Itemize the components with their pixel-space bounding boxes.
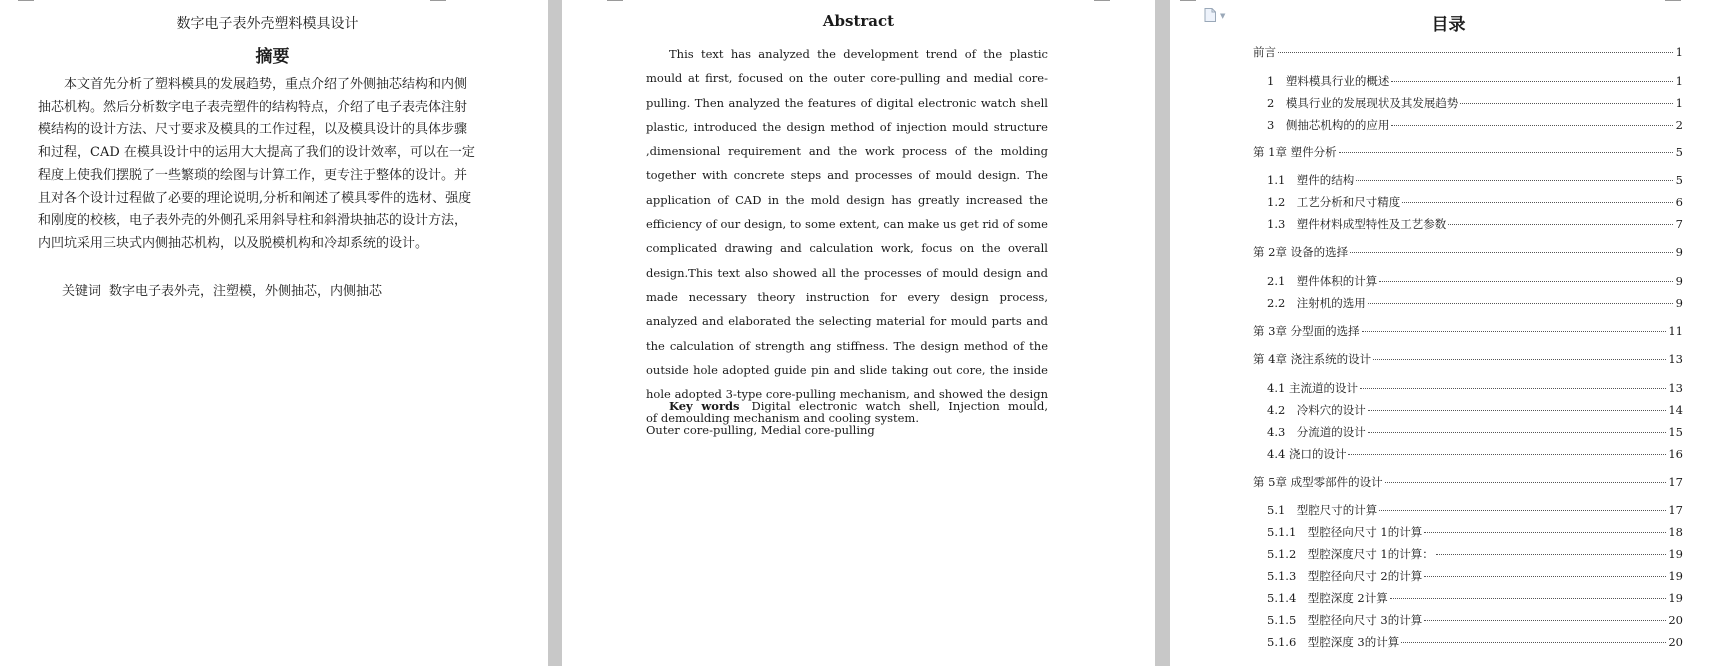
toc-entry-page: 2 (1675, 118, 1683, 132)
toc-leader-dots (1348, 454, 1666, 455)
page-abstract-en (562, 0, 1155, 666)
page-corner-mark (430, 0, 446, 1)
toc-entry-page: 17 (1668, 503, 1683, 517)
toc-entry[interactable] (1267, 591, 1683, 606)
toc-entry-page: 1 (1675, 74, 1683, 88)
toc-entry-page: 9 (1675, 245, 1683, 259)
toc-entry-label: 1 塑料模具行业的概述 (1267, 74, 1390, 88)
page-toc (1170, 0, 1727, 666)
toc-entry[interactable] (1253, 145, 1683, 160)
toc-entry-page: 17 (1668, 475, 1683, 489)
keywords-label-en: Key words (669, 399, 740, 413)
toc-leader-dots (1373, 359, 1666, 360)
toc-entry[interactable] (1253, 324, 1683, 339)
toc-leader-dots (1460, 103, 1673, 104)
toc-entry-label: 第 4章 浇注系统的设计 (1253, 352, 1372, 366)
toc-entry-page: 18 (1668, 525, 1683, 539)
toc-entry[interactable] (1267, 74, 1683, 89)
toc-entry[interactable] (1253, 475, 1683, 490)
toc-entry[interactable] (1267, 403, 1683, 418)
abstract-heading-cn: 摘要 (255, 47, 290, 67)
toc-entry-page: 1 (1675, 96, 1683, 110)
toc-entry-page: 5 (1675, 173, 1683, 187)
toc-leader-dots (1356, 180, 1673, 181)
toc-entry-label: 1.2 工艺分析和尺寸精度 (1267, 195, 1401, 209)
toc-entry[interactable] (1267, 274, 1683, 289)
toc-leader-dots (1368, 410, 1667, 411)
toc-entry[interactable] (1267, 569, 1683, 584)
toc-entry-label: 4.3 分流道的设计 (1267, 425, 1366, 439)
toc-entry[interactable] (1267, 425, 1683, 440)
toc-entry[interactable] (1253, 245, 1683, 260)
toc-entry-label: 第 2章 设备的选择 (1253, 245, 1349, 259)
toc-entry-label: 5.1.4 型腔深度 2计算 (1267, 591, 1388, 605)
toc-leader-dots (1379, 281, 1673, 282)
toc-entry[interactable] (1267, 195, 1683, 210)
toc-leader-dots (1362, 331, 1667, 332)
toc-entry-page: 19 (1668, 591, 1683, 605)
toc-entry-page: 16 (1668, 447, 1683, 461)
toc-leader-dots (1424, 532, 1666, 533)
toc-leader-dots (1360, 388, 1666, 389)
toc-leader-dots (1401, 642, 1666, 643)
toc-entry-label: 5.1.3 型腔径向尺寸 2的计算 (1267, 569, 1423, 583)
toc-entry-page: 6 (1675, 195, 1683, 209)
document-title: 数字电子表外壳塑料模具设计 (176, 16, 359, 32)
page-corner-mark (1094, 0, 1110, 1)
toc-entry[interactable] (1267, 118, 1683, 133)
keywords-label-cn: 关键词 (62, 284, 102, 299)
toc-leader-dots (1424, 620, 1666, 621)
toc-leader-dots (1448, 224, 1673, 225)
toc-entry[interactable] (1267, 503, 1683, 518)
toc-entry-label: 4.2 冷料穴的设计 (1267, 403, 1366, 417)
toc-entry[interactable] (1253, 45, 1683, 60)
toc-entry-page: 20 (1668, 635, 1683, 649)
toc-entry[interactable] (1267, 381, 1683, 396)
keywords-text-en: Digital electronic watch shell, Injection mould, Outer core-pulling, Medial core-pulling (646, 399, 1048, 438)
page-corner-mark (1665, 0, 1681, 1)
toc-leader-dots (1350, 252, 1673, 253)
toc-entry[interactable] (1267, 525, 1683, 540)
keywords-text-cn: 数字电子表外壳，注塑模，外侧抽芯，内侧抽芯 (109, 284, 383, 299)
abstract-body-en: This text has analyzed the development trend of the plastic mould at first, focused on the outer core-pulling and medial core-pulling. Then analyzed the features of digital electronic watch shell plastic, introduced the design method of injection mould structure ,dimensional requirement and the work process of the molding together with concrete steps and processes of mould design. The application of CAD in the mold design has greatly increased the efficiency of our design, to some extent, can make us get rid of some complicated drawing and calculation work, focus on the overall design.This text also showed all the processes of mould design and made necessary theory instruction for every design process, analyzed and elaborated the selecting material for mould parts and the calculation of strength ang stiffness. The design method of the outside hole adopted guide pin and slide taking out core, the inside hole adopted 3-type core-pulling mechanism, and showed the design of demoulding mechanism and cooling system. (646, 47, 1048, 426)
abstract-heading-en: Abstract (822, 12, 895, 30)
page-corner-mark (18, 0, 34, 1)
toc-entry-label: 4.1 主流道的设计 (1267, 381, 1358, 395)
toc-entry-label: 5.1.2 型腔深度尺寸 1的计算： (1267, 547, 1434, 561)
toc-entry[interactable] (1267, 173, 1683, 188)
toc-entry-page: 19 (1668, 547, 1683, 561)
toc-entry[interactable] (1267, 635, 1683, 650)
toc-entry-page: 15 (1668, 425, 1683, 439)
toc-entry-label: 2.1 塑件体积的计算 (1267, 274, 1378, 288)
toc-leader-dots (1390, 598, 1667, 599)
toc-entry-page: 14 (1668, 403, 1683, 417)
toc-entry[interactable] (1253, 352, 1683, 367)
toc-entry[interactable] (1267, 96, 1683, 111)
toc-entry-page: 5 (1675, 145, 1683, 159)
chevron-down-icon[interactable]: ▼ (1220, 12, 1226, 20)
toc-entry-label: 1.1 塑件的结构 (1267, 173, 1355, 187)
toc-entry[interactable] (1267, 447, 1683, 462)
toc-heading: 目录 (1431, 15, 1466, 35)
toc-leader-dots (1368, 303, 1673, 304)
toc-entry-label: 2 模具行业的发展现状及其发展趋势 (1267, 96, 1459, 110)
toc-entry-label: 第 3章 分型面的选择 (1253, 324, 1360, 338)
toc-leader-dots (1402, 202, 1673, 203)
toc-entry-page: 11 (1668, 324, 1683, 338)
toc-entry-label: 4.4 浇口的设计 (1267, 447, 1347, 461)
toc-entry-page: 13 (1668, 352, 1683, 366)
toc-entry-page: 13 (1668, 381, 1683, 395)
toc-entry-label: 第 5章 成型零部件的设计 (1253, 475, 1383, 489)
page-abstract-cn (0, 0, 548, 666)
keywords-en (646, 394, 1048, 443)
toc-entry-label: 5.1 型腔尺寸的计算 (1267, 503, 1378, 517)
toc-entry[interactable] (1267, 217, 1683, 232)
toc-entry-label: 1.3 塑件材料成型特性及工艺参数 (1267, 217, 1447, 231)
toc-leader-dots (1424, 576, 1666, 577)
toc-leader-dots (1436, 554, 1667, 555)
toc-entry-page: 7 (1675, 217, 1683, 231)
page-corner-mark (1180, 0, 1196, 1)
toc-leader-dots (1278, 52, 1673, 53)
toc-entry-label: 3 侧抽芯机构的的应用 (1267, 118, 1390, 132)
toc-entry-label: 5.1.5 型腔径向尺寸 3的计算 (1267, 613, 1423, 627)
toc-entry-page: 1 (1675, 45, 1683, 59)
toc-leader-dots (1391, 125, 1673, 126)
toc-entry-page: 20 (1668, 613, 1683, 627)
abstract-body-cn: 本文首先分析了塑料模具的发展趋势，重点介绍了外侧抽芯结构和内侧抽芯机构。然后分析数字电子表壳塑件的结构特点，介绍了电子表壳体注射模结构的设计方法、尺寸要求及模具的工作过程，以及模具设计的具体步骤和过程，CAD 在模具设计中的运用大大提高了我们的设计效率，可以在一定程度上使我们摆脱了一些繁琐的绘图与计算工作，更专注于整体的设计。并且对各个设计过程做了必要的理论说明,分析和阐述了模具零件的选材、强度和刚度的校核，电子表外壳的外侧孔采用斜导柱和斜滑块抽芯的设计方法，内凹坑采用三块式内侧抽芯机构，以及脱模机构和冷却系统的设计。 (38, 77, 475, 251)
keywords-cn (62, 280, 382, 299)
toc-entry[interactable] (1267, 613, 1683, 628)
toc-entry-label: 5.1.1 型腔径向尺寸 1的计算 (1267, 525, 1423, 539)
toc-leader-dots (1379, 510, 1666, 511)
toc-entry[interactable] (1267, 547, 1683, 562)
toc-leader-dots (1385, 482, 1667, 483)
toc-entry-page: 9 (1675, 296, 1683, 310)
page-corner-mark (607, 0, 623, 1)
toc-entry-label: 2.2 注射机的选用 (1267, 296, 1366, 310)
toc-entry[interactable] (1267, 296, 1683, 311)
toc-leader-dots (1391, 81, 1673, 82)
toc-entry-label: 5.1.6 型腔深度 3的计算 (1267, 635, 1400, 649)
toc-entry-label: 第 1章 塑件分析 (1253, 145, 1337, 159)
toc-entry-page: 9 (1675, 274, 1683, 288)
toc-entry-page: 19 (1668, 569, 1683, 583)
toc-leader-dots (1368, 432, 1667, 433)
toc-leader-dots (1339, 152, 1673, 153)
toc-entry-label: 前言 (1253, 45, 1276, 59)
